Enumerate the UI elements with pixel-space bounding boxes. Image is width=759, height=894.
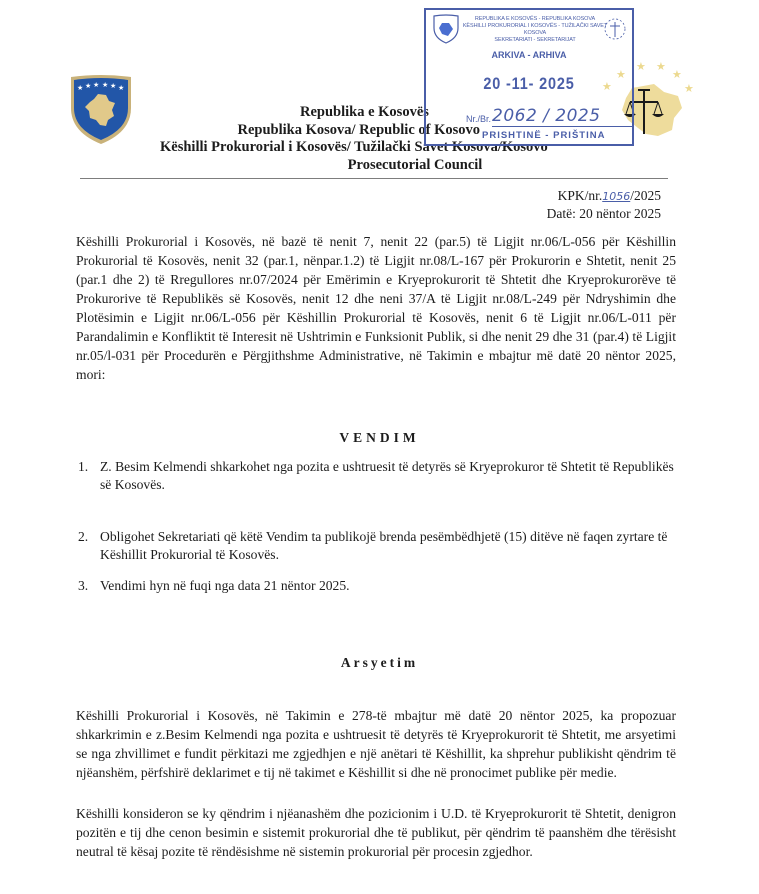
stamp-header [460,16,610,44]
reference-number [547,187,661,205]
stamp-header-line-1: REPUBLIKA E KOSOVËS - REPUBLIKA KOSOVA [474,16,596,22]
reference-prefix: KPK/nr. [557,188,603,203]
stamp-date: 20 -11- 2025 [483,74,575,93]
reasoning-paragraph-2: Këshilli konsideron se ky qëndrim i njëanashëm dhe pozicionim i U.D. të Kryeprokurorit të Shtetit, denigron pozitën e tij dhe cenon besimin e sistemit prokurorial dhe të publikut, për qëndrim të paanshëm dhe tërësisht neutral të kësaj pozite të rëndësishme në sistemin prokurorial për procesin zgjedhor. [76,806,676,859]
decision-item-number: 3. [78,578,89,593]
stamp-header-line-3: SEKRETARIATI - SEKRETARIJAT [494,37,576,43]
svg-text:★: ★ [110,82,117,90]
letterhead-line-4: Prosecutorial Council [347,156,483,173]
letterhead-line-1: Republika e Kosovës [300,104,429,120]
reference-handwritten-number: 1056 [602,190,631,203]
stamp-scales-icon [604,16,626,42]
svg-text:★: ★ [102,81,109,89]
decision-item-text: Z. Besim Kelmendi shkarkohet nga pozita e ushtruesit të detyrës së Kryeprokuror të Shtetit të Republikës së Kosovës. [100,459,674,492]
decision-item [76,528,676,564]
decision-item-number: 2. [78,529,89,544]
stamp-city: PRISHTINË - PRIŠTINA [482,130,606,141]
stamp-archive-label: ARKIVA - ARHIVA [491,50,567,60]
decision-item-text: Vendimi hyn në fuqi nga data 21 nëntor 2025. [100,578,350,593]
svg-text:★: ★ [118,84,125,92]
svg-text:★: ★ [656,62,666,73]
letterhead-line-2: Republika Kosova/ Republic of Kosovo [237,121,480,138]
stamp-header-line-2: KËSHILLI PROKURORIAL I KOSOVËS - TUŽILAČKI SAVET KOSOVA [462,23,608,36]
stamp-nr-label: Nr./Br. [466,114,492,124]
svg-text:★: ★ [672,68,682,81]
decision-item-text: Obligohet Sekretariati që këtë Vendim ta publikojë brenda pesëmbëdhjetë (15) ditëve në faqen zyrtare të Këshillit Prokurorial të Kosovës. [100,529,668,562]
svg-text:★: ★ [636,62,646,73]
decision-item [76,577,676,595]
svg-text:★: ★ [616,68,626,81]
kosovo-coat-of-arms-icon [68,74,134,146]
reasoning-paragraph-1: Këshilli Prokurorial i Kosovës, në Takimin e 278-të mbajtur më datë 20 nëntor 2025, ka propozuar shkarkrimin e z.Besim Kelmendi nga pozita e ushtruesit të detyrës të Kryeprokurorit të Shtetit, me arsyetimi se nga zhvillimet e fundit përkitazi me zgjedhjen e një anëtari të Këshillit, ka shprehur publikisht qëndrim të njëanshëm, përfshirë deklarimet e tij në takimet e Këshillit si dhe në pronocimet publike për medie. [76,708,676,780]
reasoning-title: Arsyetim [340,655,419,670]
header-divider [80,178,668,179]
stamp-nr-value: 2062 / 2025 [492,106,632,127]
preamble-paragraph: Këshilli Prokurorial i Kosovës, në bazë të nenit 7, nenit 22 (par.5) të Ligjit nr.06/L-056 për Këshillin Prokurorial të Kosovës, nenit 32 (par.1, nënpar.1.2) të Ligjit nr.08/L-167 për Prokurorin e Shtetit, nenit 25 (par.1 dhe 2) të Rregullores nr.07/2024 për Emërimin e Kryeprokurorit të Shtetit dhe Kryeprokurorëve të Prokurorive të Republikës së Kosovës, nenit 12 dhe neni 37/A të Ligjit nr.08/L-249 për Ndryshimin dhe Plotësimin e Ligjit nr.06/L-056 për Këshillin Prokurorial të Kosovës, nenit 6 të Ligjit nr.06/L-011 për Parandalimin e Konfliktit të Interesit në Ushtrimin e Funksionit Publik, si dhe nenit 29 dhe 31 (par.4) të Ligjit nr.05/l-031 për Procedurën e Përgjithshme Administrative, në Takimin e mbajtur më datë 20 nëntor 2025, mori: [76,234,676,382]
letterhead-line-3: Këshilli Prokurorial i Kosovës/ Tužilački Savet Kosova/Kosovo [160,139,548,155]
reference-suffix: /2025 [630,188,661,203]
archive-stamp [424,8,634,146]
svg-text:★: ★ [684,82,694,95]
svg-text:★: ★ [602,80,612,93]
decision-title: VENDIM [339,430,420,445]
decision-item-number: 1. [78,459,89,474]
decision-item [76,458,676,494]
stamp-shield-icon [432,14,460,44]
svg-text:★: ★ [85,82,92,90]
document-reference [547,187,661,222]
svg-text:★: ★ [77,84,84,92]
reference-date: Datë: 20 nëntor 2025 [546,206,661,221]
svg-text:★: ★ [93,81,100,89]
